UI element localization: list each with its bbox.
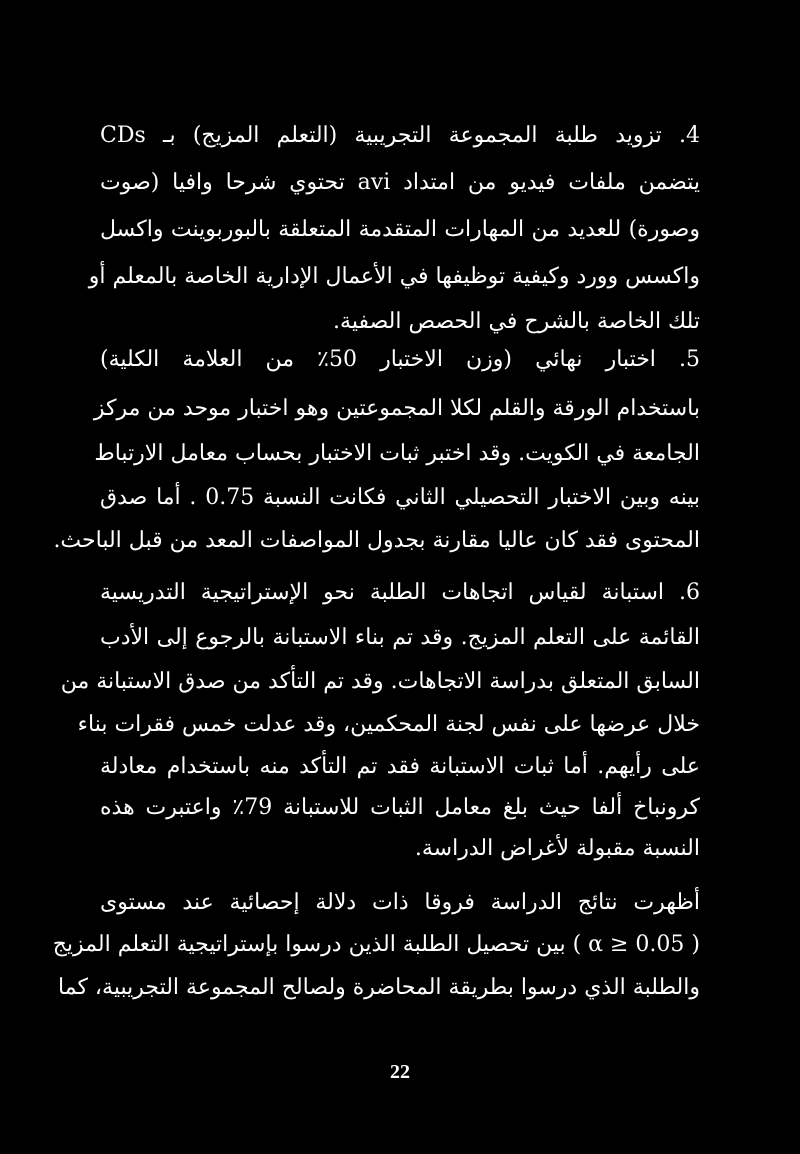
item-4-line-5: تلك الخاصة بالشرح في الحصص الصفية. [333, 309, 700, 334]
item-6-line-3: السابق المتعلق بدراسة الاتجاهات. وقد تم التأكد من صدق الاستبانة من [60, 669, 700, 694]
item-5-line-5: المحتوى فقد كان عاليا مقارنة بجدول المواصفات المعد من قبل الباحث. [53, 528, 700, 553]
results-line-3: والطلبة الذي درسوا بطريقة المحاضرة ولصالح المجموعة التجريبية، كما [58, 975, 700, 1000]
results-line-1: أظهرت نتائج الدراسة فروقا ذات دلالة إحصائية عند مستوى [100, 890, 700, 915]
item-5-line-1: 5. اختبار نهائي (وزن الاختبار 50٪ من العلامة الكلية) [100, 347, 700, 372]
item-5-line-2: باستخدام الورقة والقلم لكلا المجموعتين وهو اختبار موحد من مركز [93, 396, 700, 421]
item-4-line-3: وصورة) للعديد من المهارات المتقدمة المتعلقة بالبوربوينت واكسل [100, 217, 700, 242]
item-4-line-2: يتضمن ملفات فيديو من امتداد avi تحتوي شرحا وافيا (صوت [100, 170, 700, 195]
item-5-line-4: بينه وبين الاختبار التحصيلي الثاني فكانت النسبة 0.75 . أما صدق [100, 485, 700, 510]
item-6-line-2: القائمة على التعلم المزيج. وقد تم بناء الاستبانة بالرجوع إلى الأدب [100, 625, 700, 650]
item-6-line-7: النسبة مقبولة لأغراض الدراسة. [414, 836, 700, 861]
item-4-line-4: واكسس وورد وكيفية توظيفها في الأعمال الإدارية الخاصة بالمعلم أو [88, 264, 700, 289]
item-6-line-1: 6. استبانة لقياس اتجاهات الطلبة نحو الإستراتيجية التدريسية [100, 580, 700, 605]
page-number: 22 [390, 1061, 410, 1083]
item-6-line-6: كرونباخ ألفا حيث بلغ معامل الثبات للاستبانة 79٪ واعتبرت هذه [100, 795, 700, 820]
item-6-line-4: خلال عرضها على نفس لجنة المحكمين، وقد عدلت خمس فقرات بناء [77, 712, 700, 737]
item-6-line-5: على رأيهم. أما ثبات الاستبانة فقد تم التأكد منه باستخدام معادلة [100, 754, 700, 779]
item-4-line-1: 4. تزويد طلبة المجموعة التجريبية (التعلم المزيج) بـ CDs [100, 123, 700, 148]
results-line-2: ( α ≥ 0.05 ) بين تحصيل الطلبة الذين درسوا بإستراتيجية التعلم المزيج [52, 932, 700, 957]
item-5-line-3: الجامعة في الكويت. وقد اختبر ثبات الاختبار بحساب معامل الارتباط [94, 441, 700, 466]
